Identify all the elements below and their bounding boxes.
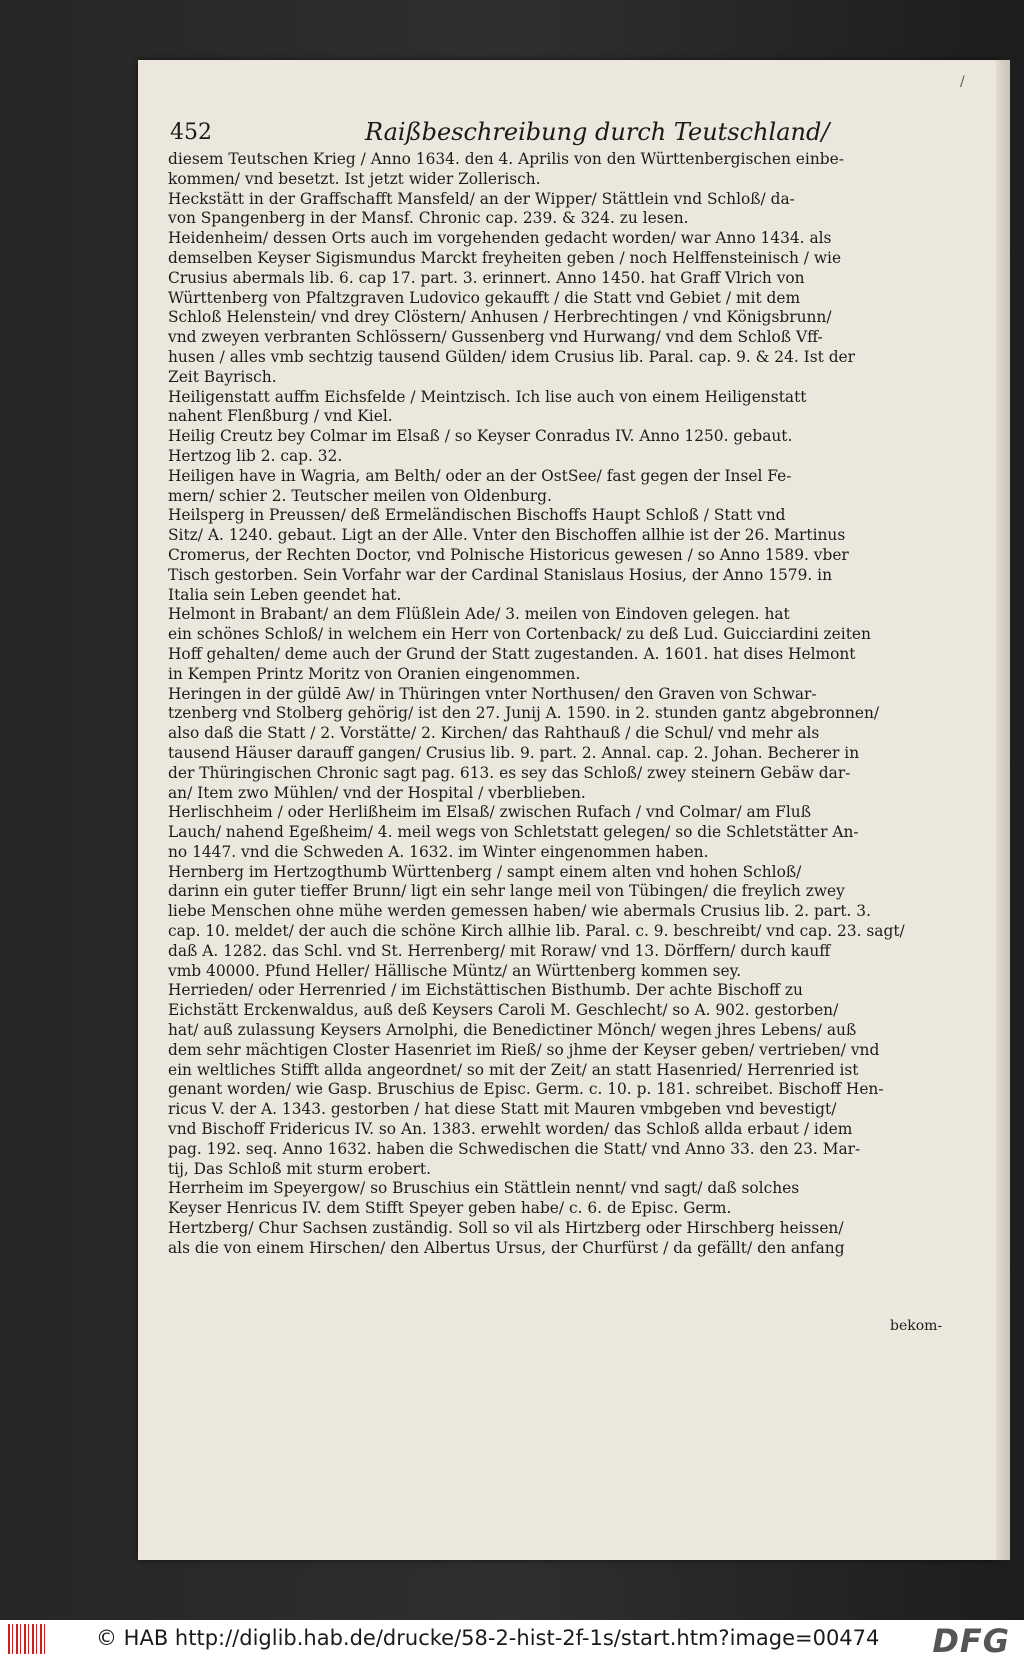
text-line: Sitz/ A. 1240. gebaut. Ligt an der Alle. Vnter den Bischoffen allhie ist der 26. Martinus bbox=[168, 526, 846, 545]
text-line: Zeit Bayrisch. bbox=[168, 367, 277, 386]
text-line: tij, Das Schloß mit sturm erobert. bbox=[168, 1159, 431, 1178]
text-line: vnd Bischoff Fridericus IV. so An. 1383. erwehlt worden/ das Schloß allda erbaut / idem bbox=[168, 1120, 853, 1139]
catchword: bekom- bbox=[890, 1318, 943, 1334]
text-line: dem sehr mächtigen Closter Hasenriet im Rieß/ so jhme der Keyser geben/ vertrieben/ vnd bbox=[168, 1040, 880, 1059]
text-line: Keyser Henricus IV. dem Stifft Speyer geben habe/ c. 6. de Episc. Germ. bbox=[168, 1199, 732, 1218]
text-line: Tisch gestorben. Sein Vorfahr war der Cardinal Stanislaus Hosius, der Anno 1579. in bbox=[168, 565, 832, 584]
text-line: pag. 192. seq. Anno 1632. haben die Schwedischen die Statt/ vnd Anno 33. den 23. Mar- bbox=[168, 1139, 861, 1158]
text-line: Heckstätt in der Graffschafft Mansfeld/ an der Wipper/ Stättlein vnd Schloß/ da- bbox=[168, 189, 795, 208]
text-line: liebe Menschen ohne mühe werden gemessen haben/ wie abermals Crusius lib. 2. part. 3. bbox=[168, 902, 871, 921]
text-line: tzenberg vnd Stolberg gehörig/ ist den 27. Junij A. 1590. in 2. stunden gantz abgebronnen/ bbox=[168, 704, 880, 723]
text-line: an/ Item zwo Mühlen/ vnd der Hospital / vberblieben. bbox=[168, 783, 586, 802]
text-line: Crusius abermals lib. 6. cap 17. part. 3. erinnert. Anno 1450. hat Graff Vlrich von bbox=[168, 268, 805, 287]
text-line: mern/ schier 2. Teutscher meilen von Oldenburg. bbox=[168, 486, 552, 505]
text-line: darinn ein guter tieffer Brunn/ ligt ein sehr lange meil von Tübingen/ die freylich zwey bbox=[168, 882, 845, 901]
text-line: Heilig Creutz bey Colmar im Elsaß / so Keyser Conradus IV. Anno 1250. gebaut. bbox=[168, 427, 793, 446]
text-line: hat/ auß zulassung Keysers Arnolphi, die Benedictiner Mönch/ wegen jhres Lebens/ auß bbox=[168, 1021, 857, 1040]
footer-url[interactable]: © HAB http://diglib.hab.de/drucke/58-2-hist-2f-1s/start.htm?image=00474 bbox=[96, 1626, 880, 1650]
hab-barcode-icon bbox=[8, 1624, 48, 1654]
text-line: vmb 40000. Pfund Heller/ Hällische Müntz/ an Württenberg kommen sey. bbox=[168, 961, 742, 980]
text-line: Heidenheim/ dessen Orts auch im vorgehenden gedacht worden/ war Anno 1434. als bbox=[168, 229, 832, 248]
dfg-logo: DFG bbox=[932, 1622, 1010, 1660]
running-title: Raißbeschreibung durch Teutschland/ bbox=[365, 118, 830, 146]
text-line: in Kempen Printz Moritz von Oranien eingenommen. bbox=[168, 664, 581, 683]
text-line: Heilsperg in Preussen/ deß Ermeländischen Bischoffs Haupt Schloß / Statt vnd bbox=[168, 506, 786, 525]
text-line: Heiligenstatt auffm Eichsfelde / Meintzisch. Ich lise auch von einem Heiligenstatt bbox=[168, 387, 807, 406]
text-line: ein schönes Schloß/ in welchem ein Herr von Cortenback/ zu deß Lud. Guicciardini zeiten bbox=[168, 625, 871, 644]
text-line: no 1447. vnd die Schweden A. 1632. im Winter eingenommen haben. bbox=[168, 842, 709, 861]
text-line: Hertzberg/ Chur Sachsen zuständig. Soll so vil als Hirtzberg oder Hirschberg heissen/ bbox=[168, 1219, 844, 1238]
text-line: Lauch/ nahend Egeßheim/ 4. meil wegs von Schletstatt gelegen/ so die Schletstätter An- bbox=[168, 823, 859, 842]
text-line: als die von einem Hirschen/ den Albertus Ursus, der Churfürst / da gefällt/ den anfang bbox=[168, 1238, 845, 1257]
page-edge bbox=[996, 60, 1010, 1560]
text-line: Hertzog lib 2. cap. 32. bbox=[168, 446, 343, 465]
text-line: Helmont in Brabant/ an dem Flüßlein Ade/ 3. meilen von Eindoven gelegen. hat bbox=[168, 605, 790, 624]
text-line: nahent Flenßburg / vnd Kiel. bbox=[168, 407, 393, 426]
text-line: genant worden/ wie Gasp. Bruschius de Episc. Germ. c. 10. p. 181. schreibet. Bischoff Hen- bbox=[168, 1080, 884, 1099]
text-line: Herlischheim / oder Herlißheim im Elsaß/ zwischen Rufach / vnd Colmar/ am Fluß bbox=[168, 803, 811, 822]
text-line: Eichstätt Erckenwaldus, auß deß Keysers Caroli M. Geschlecht/ so A. 902. gestorben/ bbox=[168, 1001, 839, 1020]
text-line: diesem Teutschen Krieg / Anno 1634. den 4. Aprilis von den Württenbergischen einbe- bbox=[168, 150, 844, 168]
text-line: ein weltliches Stifft allda angeordnet/ so mit der Zeit/ an statt Hasenried/ Herrenried ist bbox=[168, 1060, 859, 1079]
text-line: Hoff gehalten/ deme auch der Grund der Statt zugestanden. A. 1601. hat dises Helmont bbox=[168, 644, 856, 663]
text-line: Württenberg von Pfaltzgraven Ludovico gekaufft / die Statt vnd Gebiet / mit dem bbox=[168, 288, 801, 307]
text-line: also daß die Statt / 2. Vorstätte/ 2. Kirchen/ das Rahthauß / die Schul/ vnd mehr als bbox=[168, 724, 820, 743]
text-line: kommen/ vnd besetzt. Ist jetzt wider Zollerisch. bbox=[168, 169, 541, 188]
body-text bbox=[168, 150, 950, 1259]
text-line: der Thüringischen Chronic sagt pag. 613. es sey das Schloß/ zwey steinern Gebäw dar- bbox=[168, 763, 851, 782]
page-number: 452 bbox=[170, 120, 212, 145]
text-line: ricus V. der A. 1343. gestorben / hat diese Statt mit Mauren vmbgeben vnd bevestigt/ bbox=[168, 1100, 837, 1119]
text-line: demselben Keyser Sigismundus Marckt freyheiten geben / noch Helffensteinisch / wie bbox=[168, 248, 842, 267]
text-line: Schloß Helenstein/ vnd drey Clöstern/ Anhusen / Herbrechtingen / vnd Königsbrunn/ bbox=[168, 308, 832, 327]
text-line: daß A. 1282. das Schl. vnd St. Herrenberg/ mit Roraw/ vnd 13. Dörffern/ durch kauff bbox=[168, 941, 831, 960]
text-line: von Spangenberg in der Mansf. Chronic cap. 239. & 324. zu lesen. bbox=[168, 209, 689, 228]
text-line: Heiligen have in Wagria, am Belth/ oder an der OstSee/ fast gegen der Insel Fe- bbox=[168, 466, 792, 485]
text-line: Italia sein Leben geendet hat. bbox=[168, 585, 402, 604]
text-line: Herrheim im Speyergow/ so Bruschius ein Stättlein nennt/ vnd sagt/ daß solches bbox=[168, 1179, 800, 1198]
fold-mark: / bbox=[960, 74, 965, 90]
text-line: Hernberg im Hertzogthumb Württenberg / sampt einem alten vnd hohen Schloß/ bbox=[168, 862, 802, 881]
text-line: husen / alles vmb sechtzig tausend Gülden/ idem Crusius lib. Paral. cap. 9. & 24. Ist der bbox=[168, 347, 856, 366]
text-line: Herrieden/ oder Herrenried / im Eichstättischen Bisthumb. Der achte Bischoff zu bbox=[168, 981, 803, 1000]
text-line: cap. 10. meldet/ der auch die schöne Kirch allhie lib. Paral. c. 9. beschreibt/ vnd cap. 23. sagt/ bbox=[168, 922, 905, 941]
footer-bar bbox=[0, 1620, 1024, 1660]
text-line: Heringen in der güldē Aw/ in Thüringen vnter Northusen/ den Graven von Schwar- bbox=[168, 684, 817, 703]
text-line: tausend Häuser darauff gangen/ Crusius lib. 9. part. 2. Annal. cap. 2. Johan. Becherer in bbox=[168, 743, 860, 762]
text-line: vnd zweyen verbranten Schlössern/ Gussenberg vnd Hurwang/ vnd dem Schloß Vff- bbox=[168, 328, 823, 347]
text-line: Cromerus, der Rechten Doctor, vnd Polnische Historicus gewesen / so Anno 1589. vber bbox=[168, 545, 849, 564]
